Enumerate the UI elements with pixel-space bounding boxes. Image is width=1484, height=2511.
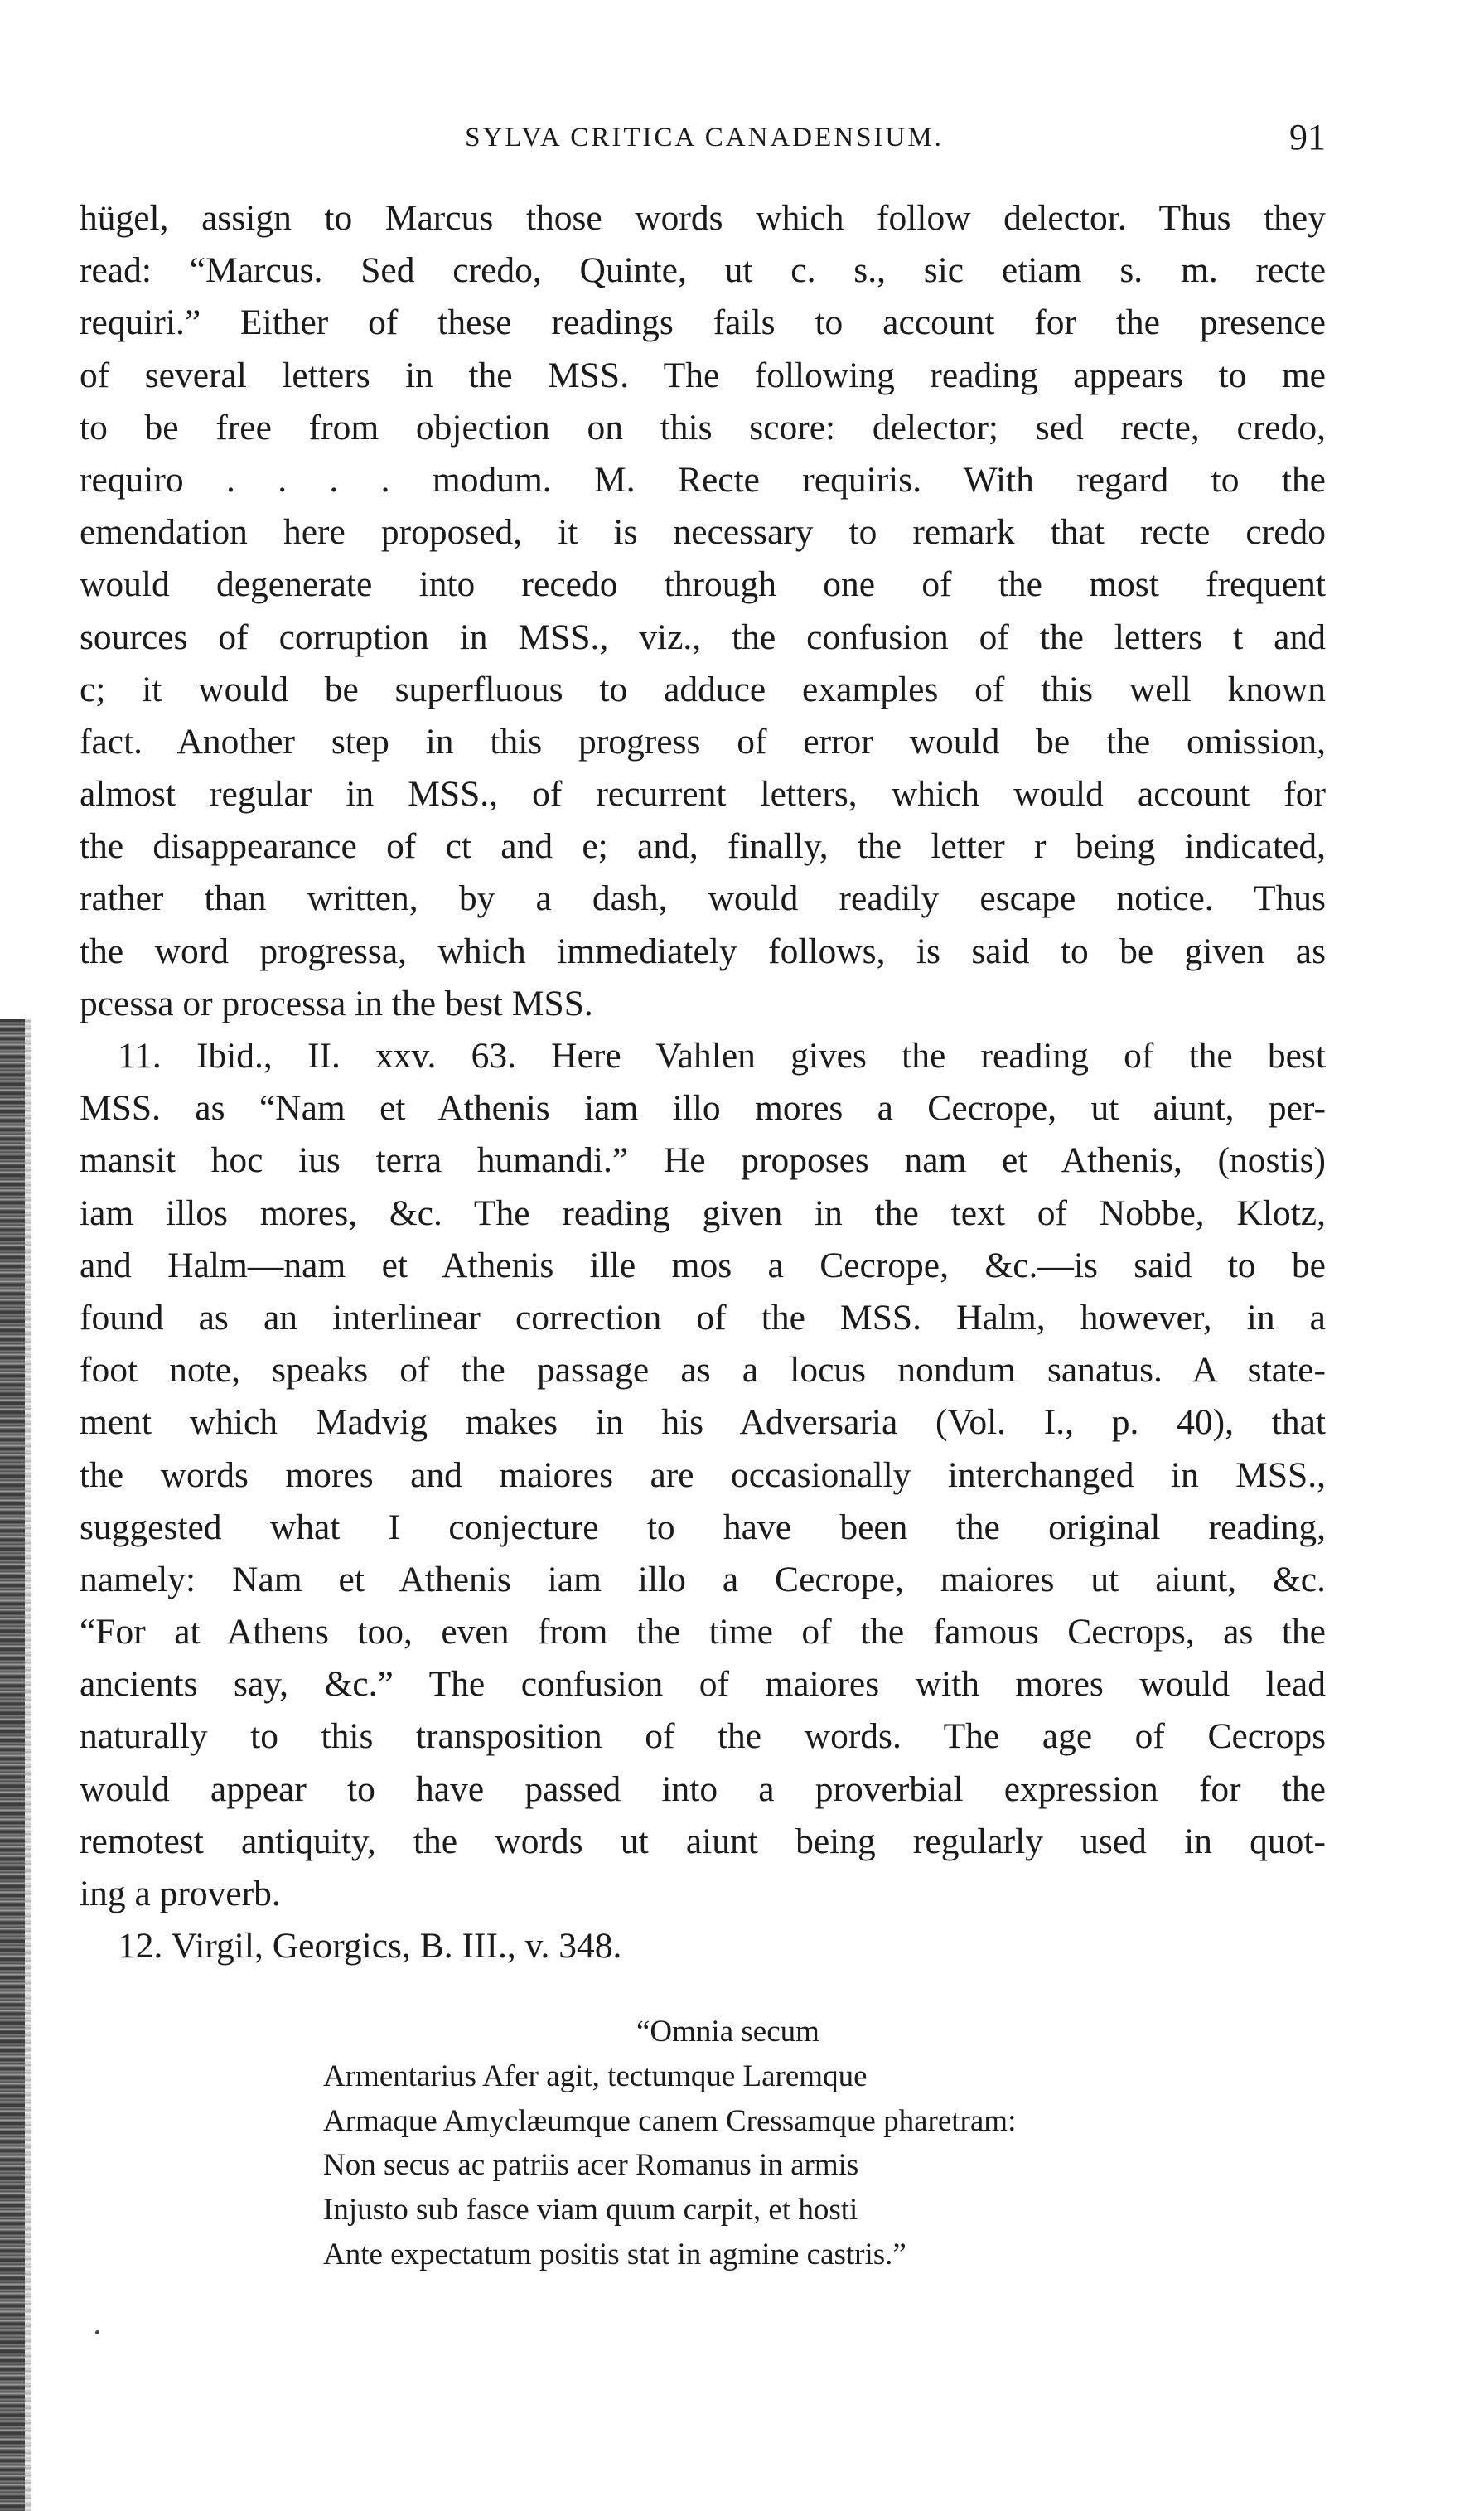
verse-line: Armentarius Afer agit, tectumque Laremque — [323, 2059, 868, 2093]
text-line: remotest antiquity, the words ut aiunt being regularly used in quot- — [80, 1821, 1326, 1861]
numbered-note-start: 12. Virgil, Georgics, B. III., v. 348. — [118, 1926, 622, 1967]
text-line: found as an interlinear correction of the MSS. Halm, however, in a — [80, 1297, 1326, 1338]
verse-line: “Omnia secum — [636, 2015, 819, 2049]
text-line: emendation here proposed, it is necessary to remark that recte credo — [80, 512, 1326, 553]
text-line: the words mores and maiores are occasionally interchanged in MSS., — [80, 1454, 1326, 1495]
text-line: foot note, speaks of the passage as a locus nondum sanatus. A state- — [80, 1350, 1326, 1391]
text-line: mansit hoc ius terra humandi.” He proposes nam et Athenis, (nostis) — [80, 1140, 1326, 1181]
verse-line: Armaque Amyclæumque canem Cressamque pharetram: — [323, 2103, 1017, 2138]
text-line: the disappearance of ct and e; and, finally, the letter r being indicated, — [80, 826, 1326, 867]
text-line: ment which Madvig makes in his Adversaria (Vol. I., p. 40), that — [80, 1402, 1326, 1443]
ink-speck — [95, 2330, 99, 2334]
text-line: sources of corruption in MSS., viz., the confusion of the letters t and — [80, 617, 1326, 657]
text-line: the word progressa, which immediately follows, is said to be given as — [80, 931, 1326, 971]
binding-edge-highlight — [25, 1019, 31, 2511]
text-line: suggested what I conjecture to have been the original reading, — [80, 1507, 1326, 1547]
text-line: almost regular in MSS., of recurrent letters, which would account for — [80, 774, 1326, 815]
text-line: rather than written, by a dash, would readily escape notice. Thus — [80, 878, 1326, 919]
verse-line: Injusto sub fasce viam quum carpit, et hosti — [323, 2193, 858, 2228]
body-text — [80, 192, 1326, 1972]
text-line: read: “Marcus. Sed credo, Quinte, ut c. s., sic etiam s. m. recte — [80, 250, 1326, 291]
text-line: c; it would be superfluous to adduce examples of this well known — [80, 669, 1326, 709]
paragraph-end-line: ing a proverb. — [80, 1874, 281, 1913]
text-line: namely: Nam et Athenis iam illo a Cecrope, maiores ut aiunt, &c. — [80, 1559, 1326, 1599]
text-line: naturally to this transposition of the words. The age of Cecrops — [80, 1716, 1326, 1757]
text-line: MSS. as “Nam et Athenis iam illo mores a Cecrope, ut aiunt, per- — [80, 1088, 1326, 1129]
text-line: of several letters in the MSS. The following reading appears to me — [80, 355, 1326, 395]
numbered-note-start: 11. Ibid., II. xxv. 63. Here Vahlen gives the reading of the best — [118, 1036, 1326, 1076]
page-number: 91 — [1289, 117, 1326, 157]
running-title: SYLVA CRITICA CANADENSIUM. — [465, 123, 944, 152]
text-line: requiro . . . . modum. M. Recte requiris. With regard to the — [80, 459, 1326, 500]
text-line: to be free from objection on this score: delector; sed recte, credo, — [80, 407, 1326, 448]
text-line: “For at Athens too, even from the time of the famous Cecrops, as the — [80, 1612, 1326, 1652]
running-head — [83, 116, 1326, 166]
text-line: iam illos mores, &c. The reading given in the text of Nobbe, Klotz, — [80, 1193, 1326, 1233]
paragraph-end-line: pcessa or processa in the best MSS. — [80, 983, 593, 1023]
text-line: requiri.” Either of these readings fails to account for the presence — [80, 302, 1326, 343]
text-line: and Halm—nam et Athenis ille mos a Cecrope, &c.—is said to be — [80, 1245, 1326, 1285]
verse-line: Ante expectatum positis stat in agmine castris.” — [323, 2237, 906, 2272]
verse-line: Non secus ac patriis acer Romanus in armis — [323, 2148, 859, 2183]
text-line: fact. Another step in this progress of error would be the omission, — [80, 721, 1326, 762]
text-line: ancients say, &c.” The confusion of maiores with mores would lead — [80, 1664, 1326, 1705]
text-line: would appear to have passed into a proverbial expression for the — [80, 1768, 1326, 1809]
verse-quotation — [323, 2010, 1152, 2277]
binding-edge — [0, 1019, 25, 2511]
text-line: hügel, assign to Marcus those words which follow delector. Thus they — [80, 198, 1326, 238]
text-line: would degenerate into recedo through one of the most frequent — [80, 564, 1326, 605]
